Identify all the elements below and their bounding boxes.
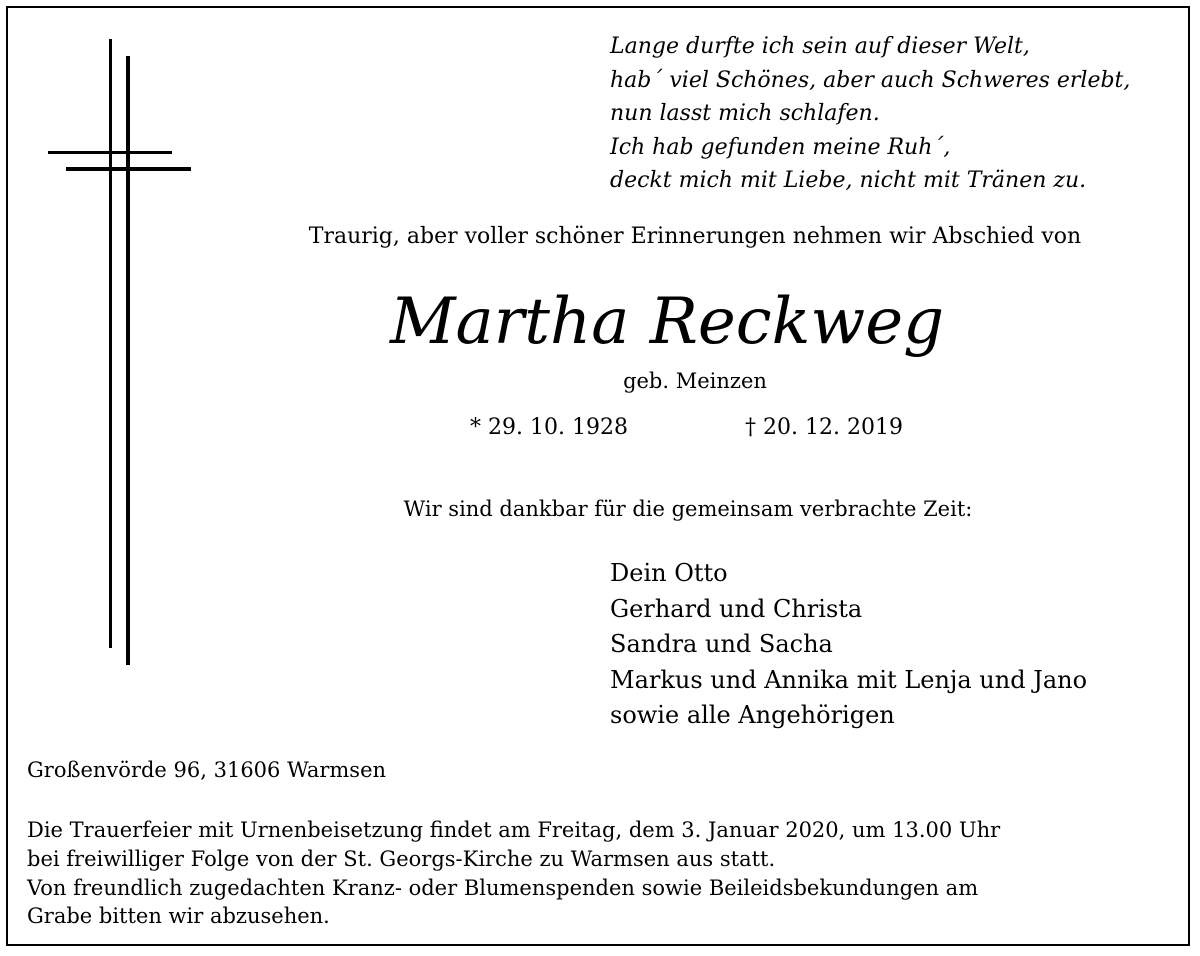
death-date: † 20. 12. 2019	[745, 415, 903, 440]
farewell-intro: Traurig, aber voller schöner Erinnerungen nehmen wir Abschied von	[308, 224, 1082, 249]
notice-line: Von freundlich zugedachten Kranz- oder Blumenspenden sowie Beileidsbekundungen am	[27, 875, 979, 900]
thanks-text: Wir sind dankbar für die gemeinsam verbrachte Zeit:	[403, 497, 973, 521]
poem-line: Lange durfte ich sein auf dieser Welt,	[610, 34, 1030, 59]
deceased-name: Martha Reckweg	[390, 285, 945, 359]
address: Großenvörde 96, 31606 Warmsen	[27, 758, 387, 782]
poem-line: deckt mich mit Liebe, nicht mit Tränen zu.	[610, 168, 1087, 193]
birth-date: * 29. 10. 1928	[470, 415, 628, 440]
notice-line: bei freiwilliger Folge von der St. Georgs-Kirche zu Warmsen aus statt.	[27, 846, 776, 871]
family-member: sowie alle Angehörigen	[610, 701, 895, 729]
notice-line: Grabe bitten wir abzusehen.	[27, 904, 330, 929]
funeral-notice	[27, 816, 1000, 931]
poem-line: nun lasst mich schlafen.	[610, 101, 880, 126]
family-member: Markus und Annika mit Lenja und Jano	[610, 665, 1088, 694]
poem-line: Ich hab gefunden meine Ruh´,	[610, 134, 951, 160]
notice-line: Die Trauerfeier mit Urnenbeisetzung findet am Freitag, dem 3. Januar 2020, um 13.00 Uhr	[27, 818, 1001, 842]
poem	[610, 30, 1130, 198]
poem-line: hab´ viel Schönes, aber auch Schweres erlebt,	[610, 67, 1131, 93]
family-member: Gerhard und Christa	[610, 594, 863, 623]
family-member: Dein Otto	[610, 559, 728, 587]
family-list	[610, 556, 1087, 734]
maiden-name: geb. Meinzen	[623, 369, 767, 393]
family-member: Sandra und Sacha	[610, 630, 833, 658]
